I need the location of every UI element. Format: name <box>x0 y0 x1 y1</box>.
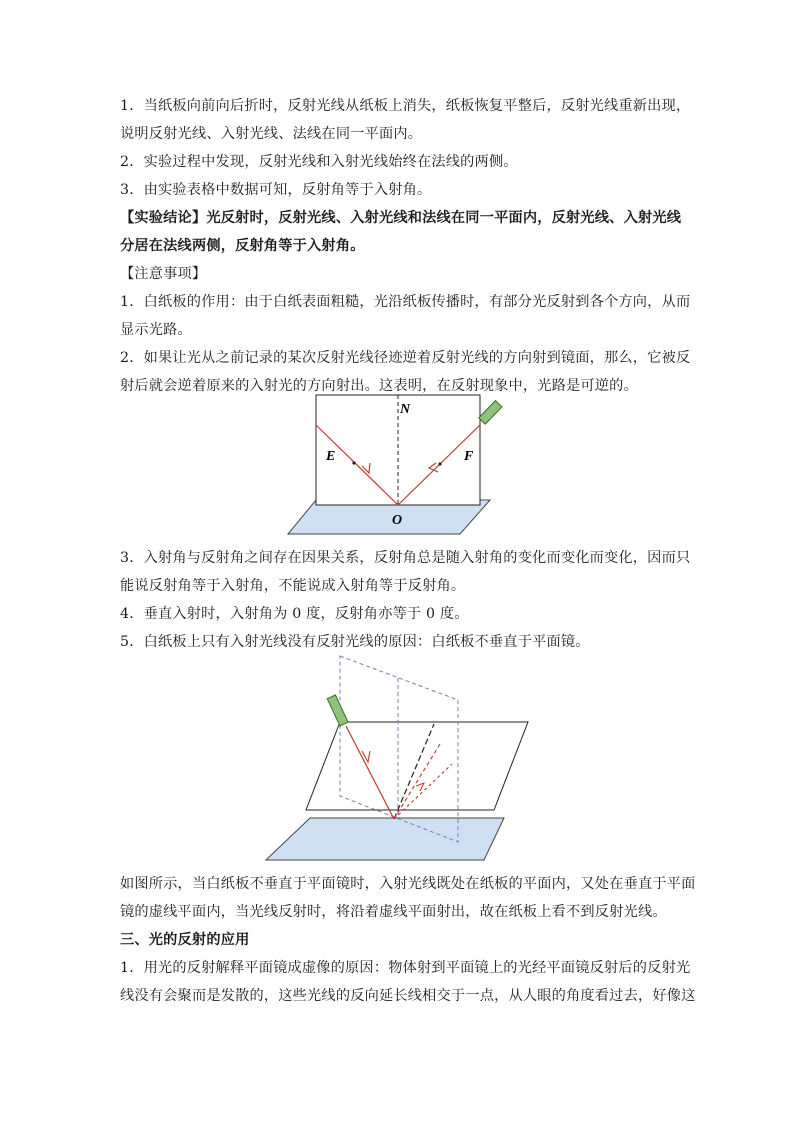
text-line: 三、光的反射的应用 <box>120 932 250 948</box>
text-line: 显示光路。 <box>120 322 192 338</box>
label-o: O <box>392 513 403 528</box>
text-line: 1．当纸板向前向后折时，反射光线从纸板上消失，纸板恢复平整后，反射光线重新出现， <box>120 98 691 114</box>
section-heading <box>120 926 676 954</box>
paragraph-observation-3 <box>120 176 676 204</box>
text-line: 2．如果让光从之前记录的某次反射光线径迹逆着反射光线的方向射到镜面，那么，它被反 <box>120 350 691 366</box>
paragraph-explanation <box>120 870 696 926</box>
reflected-arrow <box>416 783 424 791</box>
reflection-board-figure <box>280 392 510 542</box>
point-dot <box>352 461 355 464</box>
label-n: N <box>400 402 411 417</box>
text-line: 5．白纸板上只有入射光线没有反射光线的原因：白纸板不垂直于平面镜。 <box>120 634 590 650</box>
dashed-normal <box>394 724 434 819</box>
label-e: E <box>326 449 336 464</box>
text-line: 如图所示，当白纸板不垂直于平面镜时，入射光线既处在纸板的平面内，又处在垂直于平面 <box>120 876 696 892</box>
text-line: 能说反射角等于入射角，不能说成入射角等于反射角。 <box>120 578 466 594</box>
text-line: 1．白纸板的作用：由于白纸表面粗糙，光沿纸板传播时，有部分光反射到各个方向，从而 <box>120 294 691 310</box>
laser-pointer <box>327 695 348 726</box>
application-1 <box>120 954 696 1010</box>
text-line: 射后就会逆着原来的入射光的方向射出。这表明，在反射现象中，光路是可逆的。 <box>120 378 638 394</box>
tilted-board-figure <box>262 650 534 862</box>
note-1 <box>120 288 691 344</box>
text-line: 分居在法线两侧，反射角等于入射角。 <box>120 238 365 254</box>
note-3 <box>120 544 691 600</box>
paragraph-observation-2 <box>120 148 676 176</box>
text-line: 3．由实验表格中数据可知，反射角等于入射角。 <box>120 182 432 198</box>
label-f: F <box>464 449 474 464</box>
text-line: 说明反射光线、入射光线、法线在同一平面内。 <box>120 126 423 142</box>
incident-ray <box>346 726 394 819</box>
plane-mirror <box>266 818 504 860</box>
text-line: 镜的虚线平面内，当光线反射时，将沿着虚线平面射出，故在纸板上看不到反射光线。 <box>120 904 667 920</box>
text-line: 【实验结论】光反射时，反射光线、入射光线和法线在同一平面内，反射光线、入射光线 <box>120 210 682 226</box>
text-line: 线没有会聚而是发散的，这些光线的反向延长线相交于一点，从人眼的角度看过去，好像这 <box>120 988 696 1004</box>
text-line: 2．实验过程中发现，反射光线和入射光线始终在法线的两侧。 <box>120 154 518 170</box>
note-4 <box>120 600 676 628</box>
text-line: 1．用光的反射解释平面镜成虚像的原因：物体射到平面镜上的光经平面镜反射后的反射光 <box>120 960 691 976</box>
paragraph-conclusion <box>120 204 682 260</box>
notes-heading <box>120 260 676 288</box>
text-line: 【注意事项】 <box>120 266 207 282</box>
point-dot <box>438 462 441 465</box>
paragraph-observation-1 <box>120 92 691 148</box>
text-line: 3．入射角与反射角之间存在因果关系，反射角总是随入射角的变化而变化而变化，因而只 <box>120 550 691 566</box>
dashed-reflected-ray <box>394 764 452 819</box>
text-line: 4．垂直入射时，入射角为 0 度，反射角亦等于 0 度。 <box>120 606 469 622</box>
laser-pointer <box>479 401 502 425</box>
